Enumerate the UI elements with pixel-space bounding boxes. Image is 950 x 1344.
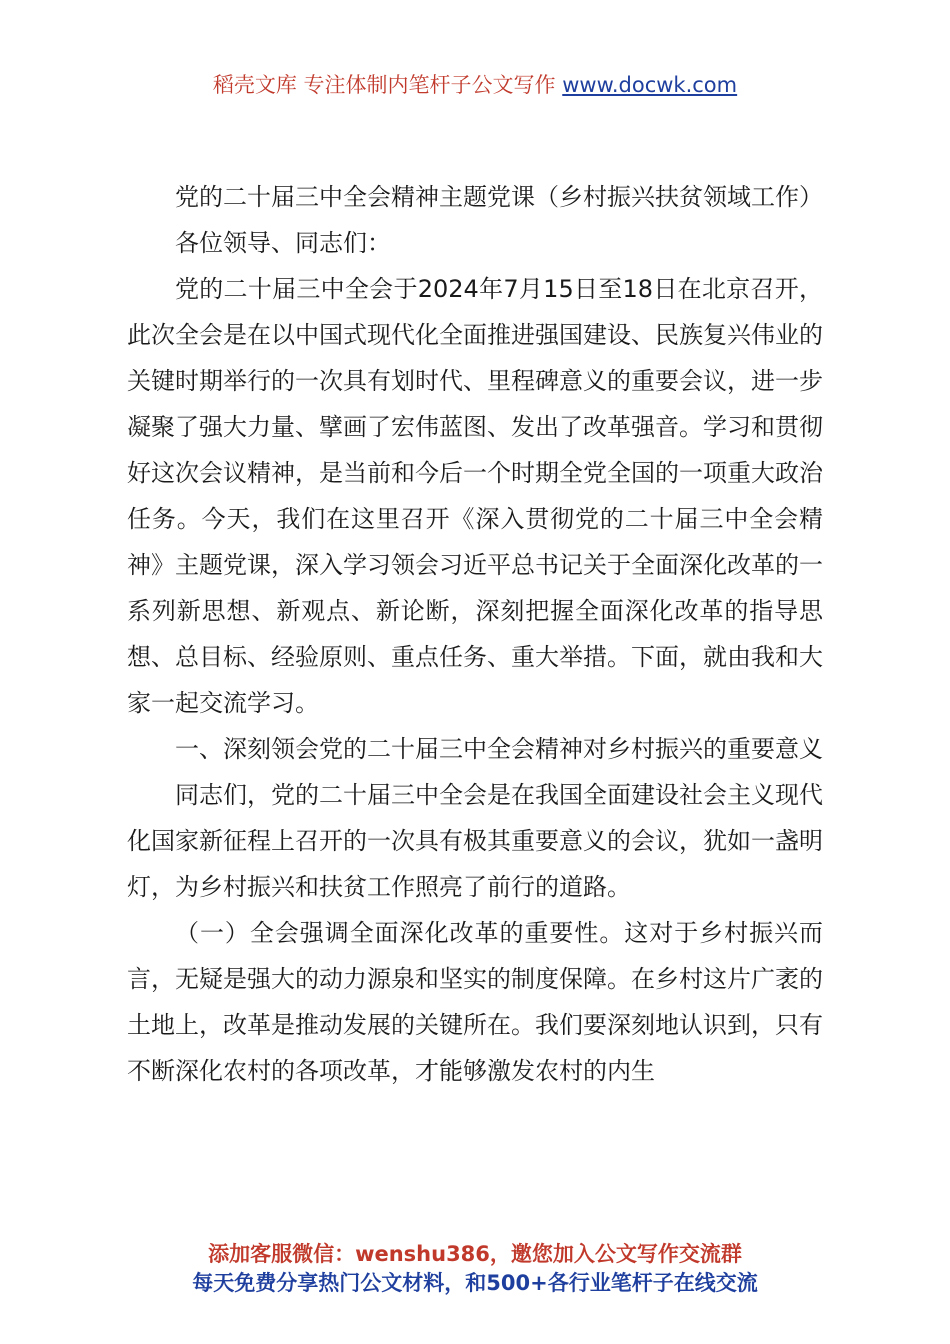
subsection1-paragraph: （一）全会强调全面深化改革的重要性。这对于乡村振兴而言，无疑是强大的动力源泉和坚实的制度保障。在乡村这片广袤的土地上，改革是推动发展的关键所在。我们要深刻地认识到，只有不断深化农村的各项改革，才能够激发农村的内生 bbox=[127, 919, 823, 1085]
page-footer bbox=[0, 1240, 950, 1298]
footer-wechat-id: wenshu386 bbox=[355, 1242, 490, 1266]
page-header bbox=[0, 70, 950, 100]
footer-line-2: 每天免费分享热门公文材料，和500+各行业笔杆子在线交流 bbox=[192, 1271, 758, 1295]
footer-wechat-suffix: ，邀您加入公文写作交流群 bbox=[489, 1242, 742, 1266]
header-site-link[interactable]: www.docwk.com bbox=[562, 73, 738, 97]
document-title: 党的二十届三中全会精神主题党课（乡村振兴扶贫领域工作） bbox=[175, 183, 823, 211]
salutation: 各位领导、同志们： bbox=[175, 229, 391, 257]
header-brand-text: 稻壳文库 专注体制内笔杆子公文写作 bbox=[212, 73, 556, 97]
footer-wechat-prefix: 添加客服微信： bbox=[208, 1242, 356, 1266]
section1-paragraph: 同志们，党的二十届三中全会是在我国全面建设社会主义现代化国家新征程上召开的一次具有极其重要意义的会议，犹如一盏明灯，为乡村振兴和扶贫工作照亮了前行的道路。 bbox=[127, 781, 823, 901]
document-body bbox=[127, 174, 823, 1094]
footer-line-1 bbox=[0, 1240, 950, 1269]
intro-paragraph: 党的二十届三中全会于2024年7月15日至18日在北京召开，此次全会是在以中国式现代化全面推进强国建设、民族复兴伟业的关键时期举行的一次具有划时代、里程碑意义的重要会议，进一步凝聚了强大力量、擘画了宏伟蓝图、发出了改革强音。学习和贯彻好这次会议精神，是当前和今后一个时期全党全国的一项重大政治任务。今天，我们在这里召开《深入贯彻党的二十届三中全会精神》主题党课，深入学习领会习近平总书记关于全面深化改革的一系列新思想、新观点、新论断，深刻把握全面深化改革的指导思想、总目标、经验原则、重点任务、重大举措。下面，就由我和大家一起交流学习。 bbox=[127, 275, 823, 717]
section1-heading: 一、深刻领会党的二十届三中全会精神对乡村振兴的重要意义 bbox=[175, 735, 823, 763]
